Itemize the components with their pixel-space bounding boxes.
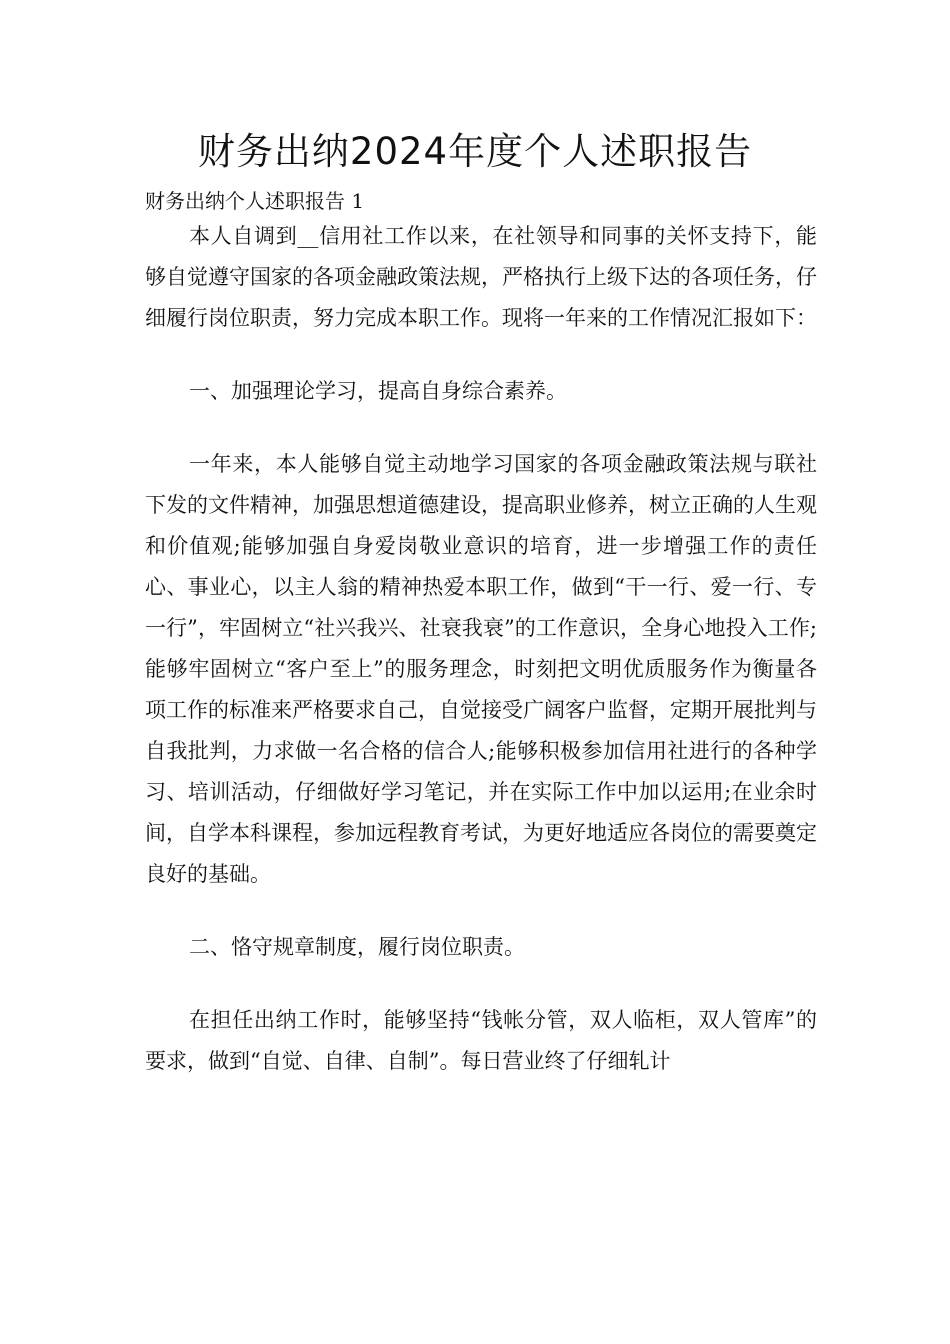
section-heading-2: 二、恪守规章制度，履行岗位职责。 xyxy=(189,935,525,959)
document-title: 财务出纳2024年度个人述职报告 xyxy=(197,130,753,173)
document-body xyxy=(145,216,817,1082)
paragraph-study: 一年来，本人能够自觉主动地学习国家的各项金融政策法规与联社下发的文件精神，加强思想道德建设，提高职业修养，树立正确的人生观和价值观;能够加强自身爱岗敬业意识的培育，进一步增强工作的责任心、事业心，以主人翁的精神热爱本职工作，做到“干一行、爱一行、专一行”，牢固树立“社兴我兴、社衰我衰”的工作意识，全身心地投入工作;能够牢固树立“客户至上”的服务理念，时刻把文明优质服务作为衡量各项工作的标准来严格要求自己，自觉接受广阔客户监督，定期开展批判与自我批判，力求做一名合格的信合人;能够积极参加信用社进行的各种学习、培训活动，仔细做好学习笔记，并在实际工作中加以运用;在业余时间，自学本科课程，参加远程教育考试，为更好地适应各岗位的需要奠定良好的基础。 xyxy=(145,452,817,886)
paragraph-intro: 本人自调到__信用社工作以来，在社领导和同事的关怀支持下，能够自觉遵守国家的各项金融政策法规，严格执行上级下达的各项任务，仔细履行岗位职责，努力完成本职工作。现将一年来的工作情况汇报如下： xyxy=(145,224,817,330)
section-heading-1: 一、加强理论学习，提高自身综合素养。 xyxy=(189,379,567,403)
paragraph-cashier: 在担任出纳工作时，能够坚持“钱帐分管，双人临柜，双人管库”的要求，做到“自觉、自律、自制”。每日营业终了仔细轧计 xyxy=(145,1008,817,1073)
document-subtitle: 财务出纳个人述职报告 1 xyxy=(145,189,365,213)
